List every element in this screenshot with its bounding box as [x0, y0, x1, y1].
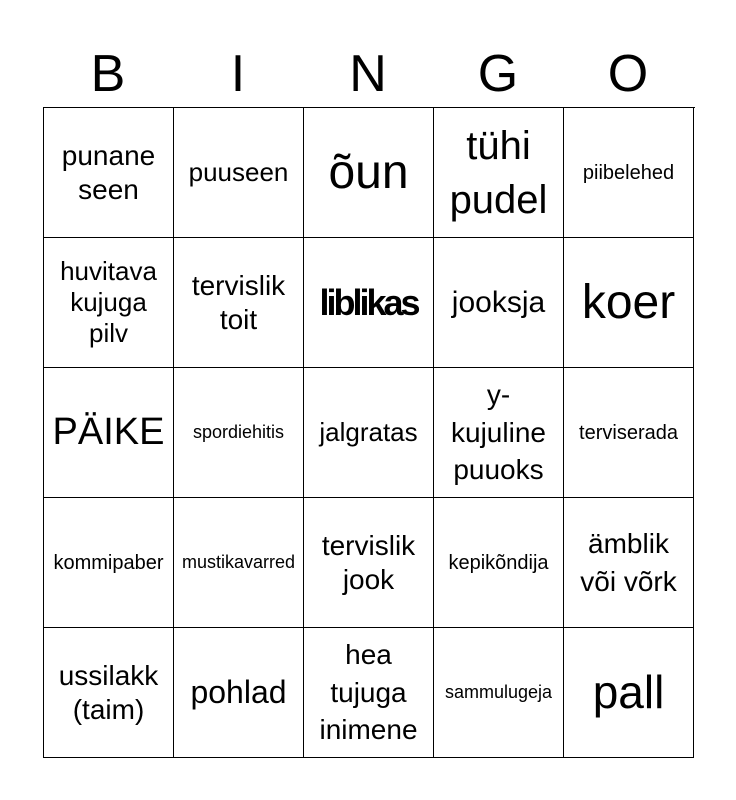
- cell-label: punane seen: [61, 139, 156, 205]
- cell-label: piibelehed: [582, 161, 675, 184]
- cell-label: kepikõndija: [448, 551, 549, 574]
- header-letter-i: I: [230, 45, 246, 103]
- bingo-cell[interactable]: [434, 498, 564, 628]
- cell-label: y-kujuline puuoks: [451, 378, 546, 486]
- bingo-cell[interactable]: [434, 108, 564, 238]
- cell-label: jooksja: [451, 285, 546, 319]
- bingo-cell[interactable]: [434, 238, 564, 368]
- cell-label: tühi pudel: [449, 123, 548, 222]
- bingo-cell[interactable]: [44, 628, 174, 758]
- cell-label: jalgratas: [319, 416, 418, 447]
- cell-label: mustikavarred: [181, 551, 296, 572]
- bingo-cell[interactable]: [174, 238, 304, 368]
- bingo-cell[interactable]: [304, 108, 434, 238]
- bingo-cell[interactable]: [564, 238, 694, 368]
- bingo-cell[interactable]: [304, 498, 434, 628]
- cell-label: hea tujuga inimene: [319, 638, 418, 746]
- bingo-cell[interactable]: [434, 628, 564, 758]
- bingo-cell[interactable]: [174, 628, 304, 758]
- cell-label: koer: [581, 275, 676, 329]
- bingo-cell[interactable]: [564, 498, 694, 628]
- cell-label: huvitava kujuga pilv: [60, 255, 157, 349]
- bingo-cell[interactable]: [304, 628, 434, 758]
- bingo-cell[interactable]: [44, 238, 174, 368]
- header-letter-n: N: [349, 45, 387, 103]
- bingo-cell[interactable]: [564, 628, 694, 758]
- cell-label: puuseen: [188, 156, 289, 187]
- cell-label: sammulugeja: [444, 681, 553, 702]
- bingo-cell[interactable]: [174, 368, 304, 498]
- bingo-cell[interactable]: [304, 368, 434, 498]
- cell-label: tervislik jook: [321, 529, 416, 595]
- header-letter-g: G: [477, 45, 519, 103]
- cell-label: terviserada: [579, 421, 678, 444]
- bingo-cell[interactable]: [44, 108, 174, 238]
- bingo-cell[interactable]: [434, 368, 564, 498]
- header-letter-b: B: [90, 45, 126, 103]
- bingo-cell[interactable]: [44, 368, 174, 498]
- cell-label: kommipaber: [53, 551, 164, 574]
- cell-label: PÄIKE: [52, 410, 165, 453]
- bingo-cell[interactable]: [564, 368, 694, 498]
- cell-label: õun: [328, 145, 409, 199]
- bingo-cell[interactable]: [564, 108, 694, 238]
- cell-label: spordiehitis: [192, 421, 285, 442]
- cell-label: pohlad: [190, 674, 287, 711]
- bingo-grid: [43, 107, 695, 758]
- bingo-cell[interactable]: [44, 498, 174, 628]
- cell-label: pall: [592, 665, 665, 718]
- bingo-header: [43, 40, 693, 108]
- bingo-cell[interactable]: [174, 498, 304, 628]
- header-letter-o: O: [607, 45, 649, 103]
- bingo-cell[interactable]: [304, 238, 434, 368]
- bingo-cell[interactable]: [174, 108, 304, 238]
- cell-label: liblikas: [319, 281, 418, 323]
- cell-label: tervislik toit: [191, 269, 286, 335]
- cell-label: ämblik või võrk: [580, 527, 677, 597]
- cell-label: ussilakk (taim): [58, 659, 159, 725]
